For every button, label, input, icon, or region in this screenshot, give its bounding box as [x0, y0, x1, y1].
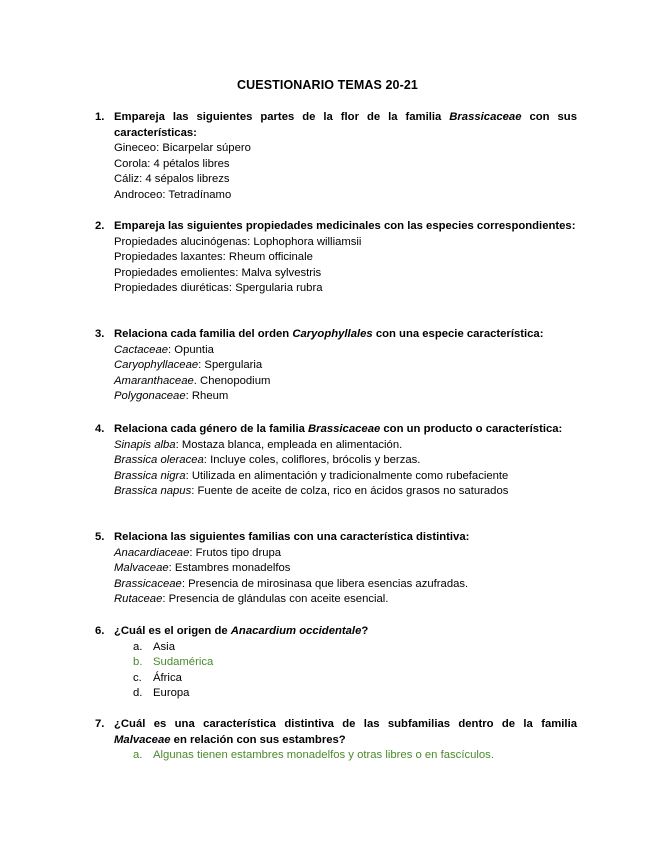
- answer-line: Sinapis alba: Mostaza blanca, empleada en alimentación.: [114, 438, 403, 451]
- answer-line: Propiedades diuréticas: Spergularia rubra: [114, 282, 323, 294]
- answer-line: Malvaceae: Estambres monadelfos: [114, 562, 291, 574]
- question-4: [95, 422, 577, 500]
- question-1: [95, 110, 577, 203]
- question-number: 2.: [95, 220, 105, 232]
- answer-line: Propiedades emolientes: Malva sylvestris: [114, 266, 322, 279]
- answer-line: Caryophyllaceae: Spergularia: [114, 359, 263, 371]
- question-2: [95, 219, 577, 297]
- question-text: Relaciona cada género de la familia Brassicaceae con un producto o característica:: [114, 423, 563, 435]
- question-number: 4.: [95, 423, 105, 435]
- question-3: [95, 327, 577, 405]
- answer-line: Propiedades alucinógenas: Lophophora williamsii: [114, 235, 362, 248]
- answer-line: Anacardiaceae: Frutos tipo drupa: [114, 546, 282, 559]
- question-number: 3.: [95, 328, 105, 340]
- answer-line: Brassicaceae: Presencia de mirosinasa que libera esencias azufradas.: [114, 577, 469, 590]
- answer-line: Brassica oleracea: Incluye coles, coliflores, brócolis y berzas.: [114, 454, 421, 466]
- question-text: ¿Cuál es el origen de Anacardium occidentale?: [114, 625, 369, 637]
- question-number: 6.: [95, 625, 105, 637]
- answer-line: Rutaceae: Presencia de glándulas con aceite esencial.: [114, 593, 389, 605]
- answer-option-c: c. África: [133, 671, 182, 684]
- question-5: [95, 530, 577, 608]
- question-number: 7.: [95, 718, 105, 730]
- question-text: Empareja las siguientes propiedades medicinales con las especies correspondientes:: [114, 220, 576, 232]
- question-number: 5.: [95, 531, 105, 543]
- answer-line: Brassica nigra: Utilizada en alimentación y tradicionalmente como rubefaciente: [114, 469, 509, 482]
- answer-option-a: a. Asia: [133, 640, 175, 653]
- answer-option-b-correct: b. Sudamérica: [133, 656, 214, 668]
- question-text: ¿Cuál es una característica distintiva de las subfamilias dentro de la familia Malvaceae en relación con sus estambres?: [114, 718, 577, 746]
- question-text: Relaciona cada familia del orden Caryophyllales con una especie característica:: [114, 328, 544, 340]
- question-6: [95, 624, 577, 702]
- answer-line: Corola: 4 pétalos libres: [114, 157, 230, 170]
- answer-line: Gineceo: Bicarpelar súpero: [114, 142, 251, 154]
- answer-line: Cactaceae: Opuntia: [114, 343, 214, 356]
- answer-line: Amaranthaceae. Chenopodium: [114, 374, 271, 387]
- answer-option-d: d. Europa: [133, 687, 190, 699]
- answer-line: Cáliz: 4 sépalos librezs: [114, 173, 230, 185]
- question-text: Empareja las siguientes partes de la flor de la familia Brassicaceae con sus características:: [114, 111, 577, 139]
- answer-option-a-correct: a. Algunas tienen estambres monadelfos y otras libres o en fascículos.: [133, 749, 494, 761]
- page-title: CUESTIONARIO TEMAS 20-21: [237, 78, 418, 92]
- question-number: 1.: [95, 111, 105, 123]
- answer-line: Androceo: Tetradínamo: [114, 188, 232, 201]
- question-7: [95, 717, 577, 764]
- answer-line: Propiedades laxantes: Rheum officinale: [114, 251, 313, 263]
- question-text: Relaciona las siguientes familias con una característica distintiva:: [114, 531, 470, 543]
- answer-line: Brassica napus: Fuente de aceite de colza, rico en ácidos grasos no saturados: [114, 485, 509, 497]
- answer-line: Polygonaceae: Rheum: [114, 390, 229, 402]
